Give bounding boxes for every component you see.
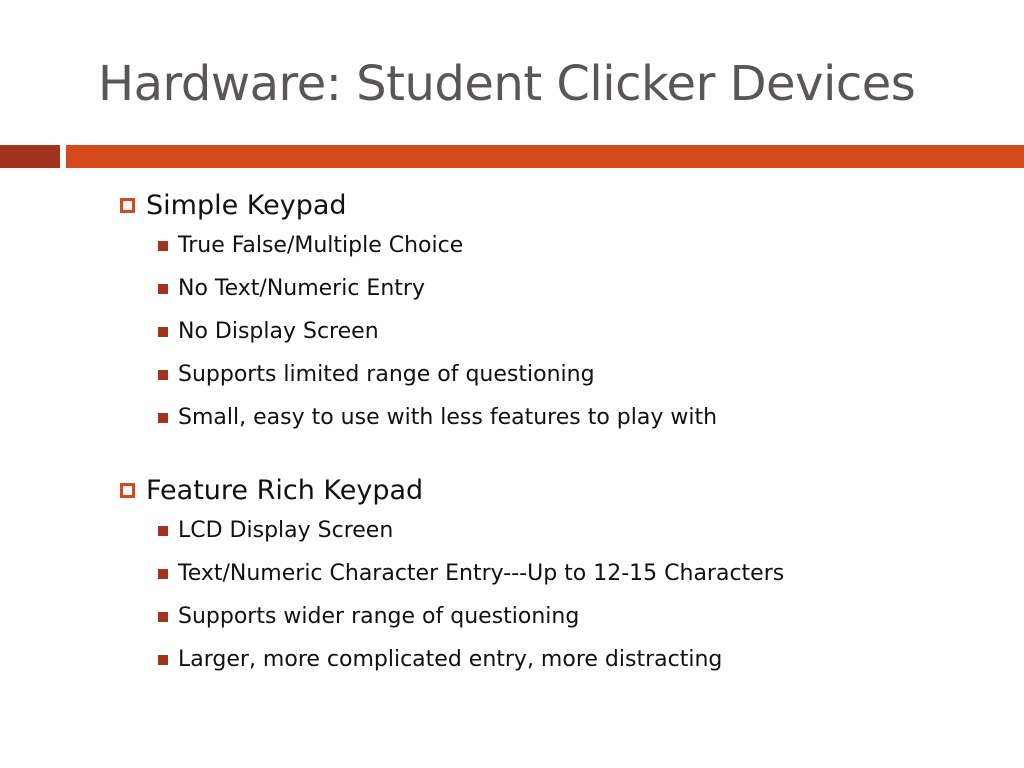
list-item (158, 353, 1000, 396)
list-item-text: LCD Display Screen (178, 518, 394, 543)
section-heading-text: Simple Keypad (146, 189, 347, 221)
section-heading (120, 186, 1000, 224)
list-item-text: No Text/Numeric Entry (178, 276, 425, 301)
hollow-square-bullet-icon (120, 483, 135, 498)
slide-title: Hardware: Student Clicker Devices (98, 56, 916, 112)
square-bullet-icon (158, 327, 168, 337)
bullet-list (120, 224, 1000, 439)
accent-bar-left (0, 145, 60, 168)
accent-bar (66, 145, 1024, 168)
section-heading (120, 471, 1000, 509)
list-item-text: Text/Numeric Character Entry---Up to 12-15 Characters (178, 561, 785, 586)
section-simple-keypad (120, 186, 1000, 439)
list-item (158, 396, 1000, 439)
list-item-text: True False/Multiple Choice (178, 233, 464, 258)
section-feature-rich-keypad (120, 471, 1000, 681)
square-bullet-icon (158, 655, 168, 665)
square-bullet-icon (158, 413, 168, 423)
list-item (158, 267, 1000, 310)
list-item-text: No Display Screen (178, 319, 379, 344)
section-heading-text: Feature Rich Keypad (146, 474, 424, 506)
list-item (158, 224, 1000, 267)
list-item-text: Larger, more complicated entry, more distracting (178, 647, 723, 672)
list-item (158, 509, 1000, 552)
list-item-text: Supports wider range of questioning (178, 604, 580, 629)
list-item-text: Supports limited range of questioning (178, 362, 595, 387)
list-item (158, 310, 1000, 353)
square-bullet-icon (158, 612, 168, 622)
square-bullet-icon (158, 284, 168, 294)
list-item (158, 638, 1000, 681)
slide-content (120, 186, 1000, 681)
bullet-list (120, 509, 1000, 681)
list-item (158, 552, 1000, 595)
hollow-square-bullet-icon (120, 198, 135, 213)
square-bullet-icon (158, 526, 168, 536)
square-bullet-icon (158, 370, 168, 380)
list-item (158, 595, 1000, 638)
list-item-text: Small, easy to use with less features to play with (178, 405, 718, 430)
square-bullet-icon (158, 241, 168, 251)
square-bullet-icon (158, 569, 168, 579)
